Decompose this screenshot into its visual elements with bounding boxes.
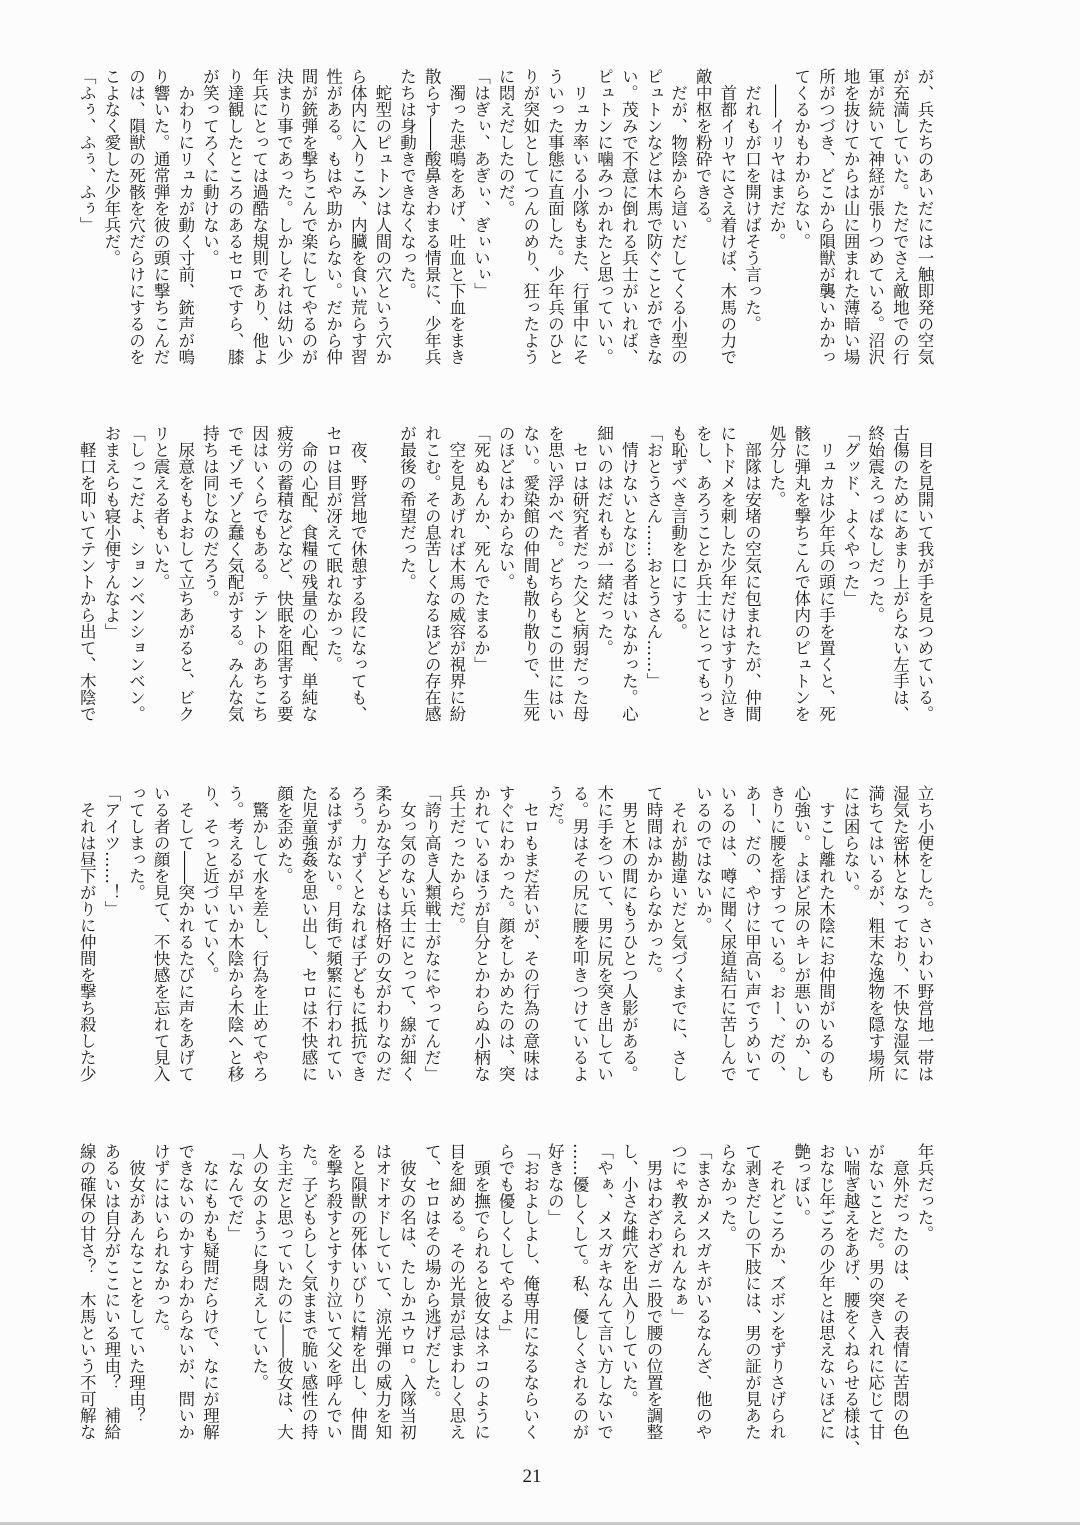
text-column: 古傷のためにあまり上がらない左手は、 bbox=[890, 425, 910, 722]
text-column: ういった事態に直面した。少年兵のひと bbox=[545, 68, 565, 365]
text-column: いる者の顔を見て、不快感を忘れて見入 bbox=[151, 785, 171, 1082]
text-column: ピュトンに噛みつかれたと思っていい。 bbox=[594, 68, 614, 365]
text-column: 決まり事であった。しかしそれは幼い少 bbox=[274, 68, 294, 365]
text-column: 好きなの」 bbox=[545, 1143, 565, 1226]
text-column: るはずがない。月街で頻繁に行われてい bbox=[323, 785, 343, 1082]
text-block-tier-1 bbox=[73, 68, 936, 388]
text-column: セロは目が冴えて眠れなかった。 bbox=[323, 425, 343, 673]
text-column: 年兵にとっては過酷な規則であり、他よ bbox=[249, 68, 269, 365]
text-column bbox=[369, 425, 394, 745]
text-column: ……優しくして。私、優しくされるのが bbox=[570, 1143, 590, 1440]
text-column: けずにはいられなかった。 bbox=[151, 1143, 171, 1341]
page-number: 21 bbox=[522, 1466, 542, 1487]
text-column: ない。愛染館の仲間も散り散りで、生死 bbox=[520, 425, 540, 722]
text-block-tier-3 bbox=[73, 785, 936, 1105]
text-column: こよなく愛した少年兵だ。 bbox=[101, 68, 121, 266]
text-column: 柔らかな子どもは格好の女がわりなのだ bbox=[372, 785, 392, 1082]
text-column: 処分した。 bbox=[767, 425, 787, 508]
text-column: でモゾモゾと蠢く気配がする。みんな気 bbox=[225, 425, 245, 722]
text-column: なにもかも疑問だらけで、なにが理解 bbox=[200, 1143, 220, 1440]
text-column: らでも優しくしてやるよ」 bbox=[496, 1143, 516, 1341]
text-column: 間が銃弾を撃ちこんで楽にしてやるのが bbox=[298, 68, 318, 365]
text-column: 年兵だった。 bbox=[915, 1143, 934, 1242]
text-column: あー、だの、やけに甲高い声でうめいて bbox=[742, 785, 762, 1082]
text-column: のは、隕獣の死骸を穴だらけにするのを bbox=[126, 68, 146, 365]
text-column: きりに腰を揺すっている。おー、だの、 bbox=[767, 785, 787, 1082]
text-column: すこし離れた木陰にお仲間がいるのも bbox=[816, 785, 836, 1082]
text-column: セロは研究者だった父と病弱だった母 bbox=[570, 425, 590, 722]
text-column: ろう。力ずくとなれば子どもに抵抗でき bbox=[348, 785, 368, 1082]
text-column: が、兵たちのあいだには一触即発の空気 bbox=[915, 68, 934, 365]
text-column: 頭を撫でられると彼女はネコのように bbox=[471, 1143, 491, 1440]
text-column: 木に手をついて、男に尻を突き出してい bbox=[594, 785, 614, 1082]
text-column: り、そっと近づいていく。 bbox=[200, 785, 220, 983]
text-column: だが、物陰から這いだしてくる小型の bbox=[668, 68, 688, 365]
text-column: 彼女があんなことをしていた理由？ bbox=[126, 1143, 146, 1424]
text-column: 疲労の蓄積などなど、快眠を阻害する要 bbox=[274, 425, 294, 722]
text-column: 湿気た密林となっており、不快な湿気に bbox=[890, 785, 910, 1082]
text-column: 蛇型のピュトンは人間の穴という穴か bbox=[372, 68, 392, 365]
text-column: 人の女のように身悶えしていた。 bbox=[249, 1143, 269, 1391]
text-block-tier-2 bbox=[73, 425, 936, 745]
text-column: 目を細める。その光景が忌まわしく思え bbox=[446, 1143, 466, 1440]
text-column: には困らない。 bbox=[841, 785, 861, 901]
text-column: おなじ年ごろの少年とは思えないほどに bbox=[816, 1143, 836, 1440]
text-column: できないのかすらわからないが、問いか bbox=[175, 1143, 195, 1440]
text-column: 夜、野営地で休憩する段になっても、 bbox=[348, 425, 368, 722]
text-column: 艶っぽい。 bbox=[791, 1143, 811, 1226]
text-column: 「しっこだよ、ションベンションベン。 bbox=[126, 425, 146, 722]
text-column: に悶えだしたのだ。 bbox=[496, 68, 516, 217]
text-column: だれもが口を開けばそう言った。 bbox=[742, 68, 762, 332]
text-column: て剥きだしの下肢には、男の証が見あた bbox=[742, 1143, 762, 1440]
text-block-tier-4 bbox=[73, 1143, 936, 1463]
text-column: 目を見開いて我が手を見つめている。 bbox=[915, 425, 934, 722]
text-column: た。子どもらしく気ままで脆い感性の持 bbox=[298, 1143, 318, 1440]
text-column: ってしまった。 bbox=[126, 785, 146, 901]
text-column: い。茂みで不意に倒れる兵士がいれば、 bbox=[619, 68, 639, 365]
text-column: 彼女の名は、たしかユウロ。入隊当初 bbox=[397, 1143, 417, 1440]
text-column: 顔を歪めた。 bbox=[274, 785, 294, 884]
text-column: 持ちは同じなのだろう。 bbox=[200, 425, 220, 607]
text-column: 「やぁ、メスガキなんて言い方しないで bbox=[594, 1143, 614, 1440]
text-column: も恥ずべき言動を口にする。 bbox=[668, 425, 688, 640]
text-column: 男はわざわざガニ股で腰の位置を調整 bbox=[643, 1143, 663, 1440]
text-column: 所がつづき、どこから隕獣が襲いかかっ bbox=[816, 68, 836, 365]
text-column: 命の心配、食糧の残量の心配、単純な bbox=[298, 425, 318, 722]
text-column: 女っ気のない兵士にとって、線が細く bbox=[397, 785, 417, 1082]
text-column: 満ちてはいるが、粗末な逸物を隠す場所 bbox=[865, 785, 885, 1082]
text-column: かれているほうが自分とかわらぬ小柄な bbox=[471, 785, 491, 1082]
text-column: 情けないとなじる者はいなかった。心 bbox=[619, 425, 639, 722]
text-column: 部隊は安堵の空気に包まれたが、仲間 bbox=[742, 425, 762, 722]
text-column: らなかった。 bbox=[717, 1143, 737, 1242]
text-column: 因はいくらでもある。テントのあちこち bbox=[249, 425, 269, 722]
text-column: 軍が続いて神経が張りつめている。沼沢 bbox=[865, 68, 885, 365]
text-column: それが勘違いだと気づくまでに、さし bbox=[668, 785, 688, 1082]
text-column: 濁った悲鳴をあげ、吐血と下血をまき bbox=[446, 68, 466, 365]
text-column: ――イリヤはまだか。 bbox=[767, 68, 787, 250]
text-column: り達観したところのあるセロですら、膝 bbox=[225, 68, 245, 365]
text-column: それは昼下がりに仲間を撃ち殺した少 bbox=[77, 785, 97, 1082]
text-column: にトドメを刺した少年だけはすすり泣き bbox=[717, 425, 737, 722]
text-column: 空を見あげれば木馬の威容が視界に紛 bbox=[446, 425, 466, 722]
text-column: はオドオドしていて、涼光弾の威力を知 bbox=[372, 1143, 392, 1440]
text-column: れこむ。その息苦しくなるほどの存在感 bbox=[422, 425, 442, 722]
text-column: が最後の希望だった。 bbox=[397, 425, 417, 590]
text-column: 地を抜けてからは山に囲まれた薄暗い場 bbox=[841, 68, 861, 365]
text-column: た児童強姦を思い出し、セロは不快感に bbox=[298, 785, 318, 1082]
text-column: 男と木の間にもうひとつ人影がある。 bbox=[619, 785, 639, 1082]
text-column: リと震える者もいた。 bbox=[151, 425, 171, 590]
text-column: る。男はその尻に腰を叩きつけているよ bbox=[570, 785, 590, 1082]
text-column: りが突如としてつんのめり、狂ったよう bbox=[520, 68, 540, 365]
text-column: 性がある。もはや助からない。だから仲 bbox=[323, 68, 343, 365]
text-column: 敵中枢を粉砕できる。 bbox=[693, 68, 713, 233]
text-column: を撃ち殺すとすすり泣いて父を呼んでい bbox=[323, 1143, 343, 1440]
text-column: 線の確保の甘さ？ 木馬という不可解な bbox=[77, 1143, 97, 1440]
text-column: う。考えるが早いか木陰から木陰へと移 bbox=[225, 785, 245, 1082]
text-column: かわりにリュカが動く寸前、銃声が鳴 bbox=[175, 68, 195, 365]
text-column: てくるかもわからない。 bbox=[791, 68, 811, 250]
text-column: 尿意をもよおして立ちあがると、ビク bbox=[175, 425, 195, 722]
text-column: うだ。 bbox=[545, 785, 565, 835]
text-column: をし、あろうことか兵士にとってもっと bbox=[693, 425, 713, 722]
text-column: あるいは自分がここにいる理由？ 補給 bbox=[101, 1143, 121, 1440]
text-column: のほどはわからない。 bbox=[496, 425, 516, 590]
text-column: 軽口を叩いてテントから出て、木陰で bbox=[77, 425, 97, 722]
text-column: そして――突かれるたびに声をあげて bbox=[175, 785, 195, 1082]
text-column: り響いた。通常弾を彼の頭に撃ちこんだ bbox=[151, 68, 171, 365]
text-column: 「はぎぃ、あぎぃ、ぎぃいぃ」 bbox=[471, 68, 491, 299]
text-column: 意外だったのは、その表情に苦悶の色 bbox=[890, 1143, 910, 1440]
text-column: 「まさかメスガキがいるなんざ、他のや bbox=[693, 1143, 713, 1440]
text-column: て時間はかからなかった。 bbox=[643, 785, 663, 983]
text-column: いるのではないか。 bbox=[693, 785, 713, 934]
text-column: 「おとうさん……おとうさん……」 bbox=[643, 425, 663, 689]
text-column: ると隕獣の死体いびりに精を出し、仲間 bbox=[348, 1143, 368, 1440]
text-column: 心強い。よほど尿のキレが悪いのか、し bbox=[791, 785, 811, 1082]
text-column: を思い浮かべた。どちらもこの世にはい bbox=[545, 425, 565, 722]
text-column: い喘ぎ越えをあげ、腰をくねらせる様は、 bbox=[841, 1143, 861, 1457]
text-column: 終始震えっぱなしだった。 bbox=[865, 425, 885, 623]
text-column: たちは身動きできなくなった。 bbox=[397, 68, 417, 299]
text-column: が笑ってろくに動けない。 bbox=[200, 68, 220, 266]
text-column: 「おおよしよし、俺専用になるならいく bbox=[520, 1143, 540, 1440]
text-column: し、小さな雌穴を出入りしていた。 bbox=[619, 1143, 639, 1407]
text-column: すぐにわかった。顔をしかめたのは、突 bbox=[496, 785, 516, 1082]
text-column: ピュトンなどは木馬で防ぐことができな bbox=[643, 68, 663, 365]
text-column: それどころか、ズボンをずりさげられ bbox=[767, 1143, 787, 1440]
text-column: リュカは少年兵の頭に手を置くと、死 bbox=[816, 425, 836, 722]
text-column: 兵士だったからだ。 bbox=[446, 785, 466, 934]
text-column: 「グッド、よくやった」 bbox=[841, 425, 861, 607]
text-column: つにゃ教えられんなぁ」 bbox=[668, 1143, 688, 1325]
text-column: いるのは、噂に聞く尿道結石に苦しんで bbox=[717, 785, 737, 1082]
text-column: セロもまだ若いが、その行為の意味は bbox=[520, 785, 540, 1082]
text-column: 細いのはだれもが一緒だった。 bbox=[594, 425, 614, 656]
text-column: 立ち小便をした。さいわい野営地一帯は bbox=[915, 785, 934, 1082]
text-column: ら体内に入りこみ、内臓を食い荒らす習 bbox=[348, 68, 368, 365]
text-column: 驚かして水を差し、行為を止めてやろ bbox=[249, 785, 269, 1082]
text-column: 「アイツ……！」 bbox=[101, 785, 121, 917]
text-column: が充満していた。ただでさえ敵地での行 bbox=[890, 68, 910, 365]
text-column: 「誇り高き人類戦士がなにやってんだ」 bbox=[422, 785, 442, 1082]
text-column: がないことだ。男の突き入れに応じて甘 bbox=[865, 1143, 885, 1440]
text-column: 「ふぅ、ふぅ、ふぅ」 bbox=[77, 68, 97, 233]
text-column: リュカ率いる小隊もまた、行軍中にそ bbox=[570, 68, 590, 365]
text-column: 散らす――酸鼻きわまる情景に、少年兵 bbox=[422, 68, 442, 365]
text-column: おまえらも寝小便すんなよ」 bbox=[101, 425, 121, 640]
text-column: 骸に弾丸を撃ちこんで体内のピュトンを bbox=[791, 425, 811, 722]
text-column: ち主だと思っていたのに――彼女は、大 bbox=[274, 1143, 294, 1440]
text-column: 「なんでだ」 bbox=[225, 1143, 245, 1242]
text-column: 首都イリヤにさえ着けば、木馬の力で bbox=[717, 68, 737, 365]
text-column: 「死ぬもんか、死んでたまるか」 bbox=[471, 425, 491, 673]
text-column: て、セロはその場から逃げだした。 bbox=[422, 1143, 442, 1407]
